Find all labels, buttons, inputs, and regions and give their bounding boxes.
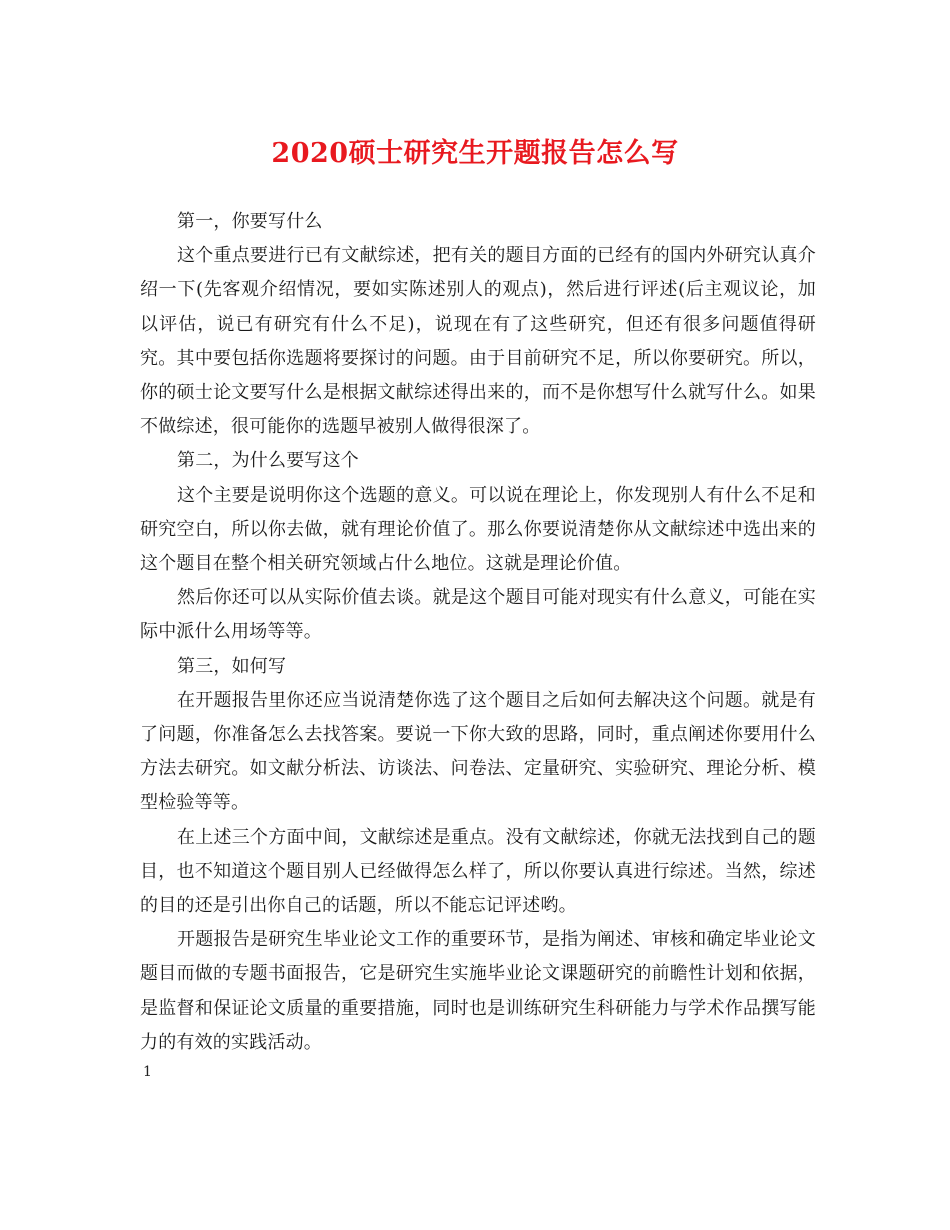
page-number: 1	[143, 1064, 152, 1080]
body-paragraph: 这个重点要进行已有文献综述，把有关的题目方面的已经有的国内外研究认真介绍一下(先客观介绍情况，要如实陈述别人的观点)，然后进行评述(后主观议论，加以评估，说已有研究有什么不足)，说现在有了这些研究，但还有很多问题值得研究。其中要包括你选题将要探讨的问题。由于目前研究不足，所以你要研究。所以，你的硕士论文要写什么是根据文献综述得出来的，而不是你想写什么就写什么。如果不做综述，很可能你的选题早被别人做得很深了。	[140, 245, 816, 438]
body-paragraph: 在开题报告里你还应当说清楚你选了这个题目之后如何去解决这个问题。就是有了问题，你准备怎么去找答案。要说一下你大致的思路，同时，重点阐述你要用什么方法去研究。如文献分析法、访谈法、问卷法、定量研究、实验研究、理论分析、模型检验等等。	[140, 689, 816, 814]
document-title: 2020硕士研究生开题报告怎么写	[271, 138, 679, 169]
section-heading-1: 第一，你要写什么	[177, 211, 323, 232]
body-paragraph: 然后你还可以从实际价值去谈。就是这个题目可能对现实有什么意义，可能在实际中派什么用场等等。	[140, 587, 816, 643]
body-paragraph: 开题报告是研究生毕业论文工作的重要环节，是指为阐述、审核和确定毕业论文题目而做的专题书面报告，它是研究生实施毕业论文课题研究的前瞻性计划和依据，是监督和保证论文质量的重要措施，同时也是训练研究生科研能力与学术作品撰写能力的有效的实践活动。	[140, 929, 816, 1053]
section-heading-2: 第二，为什么要写这个	[177, 450, 359, 472]
section-heading-3: 第三，如何写	[177, 655, 287, 677]
document-body	[140, 205, 816, 1060]
body-paragraph: 这个主要是说明你这个选题的意义。可以说在理论上，你发现别人有什么不足和研究空白，所以你去做，就有理论价值了。那么你要说清楚你从文献综述中选出来的这个题目在整个相关研究领域占什么地位。这就是理论价值。	[140, 484, 816, 575]
body-paragraph: 在上述三个方面中间，文献综述是重点。没有文献综述，你就无法找到自己的题目，也不知道这个题目别人已经做得怎么样了，所以你要认真进行综述。当然，综述的目的还是引出你自己的话题，所以不能忘记评述哟。	[140, 826, 816, 917]
